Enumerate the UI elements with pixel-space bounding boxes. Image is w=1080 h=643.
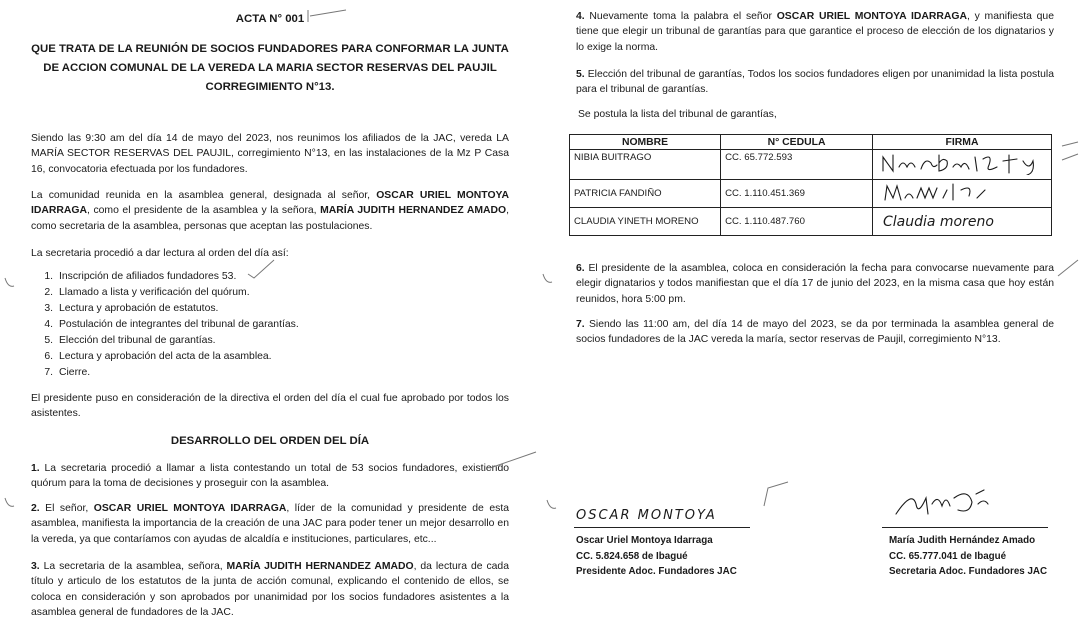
heading-line-2: DE ACCION COMUNAL DE LA VEREDA LA MARIA SECTOR RESERVAS DEL PAUJIL bbox=[43, 62, 497, 74]
secretary-signer-role: Secretaria Adoc. Fundadores JAC bbox=[889, 566, 1048, 577]
item-text-a: Nuevamente toma la palabra el señor bbox=[584, 11, 777, 22]
secretary-signer-name: María Judith Hernández Amado bbox=[889, 535, 1036, 546]
item-number: 7. bbox=[576, 319, 585, 330]
item-number: 1. bbox=[31, 463, 40, 474]
table-row bbox=[570, 150, 1052, 180]
item-number: 5. bbox=[44, 335, 53, 346]
cell-name: NIBIA BUITRAGO bbox=[570, 150, 721, 180]
table-row bbox=[570, 180, 1052, 208]
secretary-signature-line bbox=[882, 527, 1048, 528]
item-5-paragraph bbox=[576, 67, 1054, 98]
handwritten-signature-president: OSCAR MONTOYA bbox=[576, 508, 717, 523]
item-text: Siendo las 11:00 am, del día 14 de mayo del 2023, se da por terminada la asamblea general de socios fundadores de la JAC vereda la maría, sector reservas de Paujil, corregimiento N°13. bbox=[576, 319, 1054, 346]
column-header-cedula: N° CEDULA bbox=[721, 135, 873, 150]
item-text: Cierre. bbox=[59, 367, 91, 378]
item-text: Llamado a lista y verificación del quórum. bbox=[59, 287, 250, 298]
president-name: OSCAR URIEL MONTOYA IDARRAGA bbox=[31, 190, 510, 217]
item-text-b: , líder de la comunidad y presidente de esta asamblea, manifiesta la importancia de la creación de una JAC para poder tener un mejor desarrollo en la vereda, ya que contaríamos con ayudas de alcaldía e instituciones, particulares, etc... bbox=[31, 503, 509, 545]
secretary-name: MARÍA JUDITH HERNANDEZ AMADO bbox=[320, 205, 507, 217]
right-page bbox=[540, 0, 1080, 643]
item-number: 4. bbox=[576, 11, 585, 22]
cell-cedula: CC. 65.772.593 bbox=[721, 150, 873, 180]
acta-title bbox=[0, 10, 540, 29]
development-title: DESARROLLO DEL ORDEN DEL DÍA bbox=[170, 435, 370, 447]
table-row bbox=[570, 208, 1052, 236]
list-intro: Se postula la lista del tribunal de garantías, bbox=[578, 109, 777, 120]
president-signer-name: Oscar Uriel Montoya Idarraga bbox=[576, 535, 713, 546]
president-signature-area bbox=[574, 508, 754, 523]
list-item bbox=[31, 349, 491, 365]
pen-stroke-doodle bbox=[486, 446, 540, 472]
acta-number: ACTA N° 001 bbox=[235, 13, 305, 25]
binding-mark bbox=[2, 274, 16, 292]
item-text: La secretaria procedió a llamar a lista contestando un total de 53 socios fundadores, existiendo quórum para la toma de decisiones y proseguir con la asamblea. bbox=[31, 463, 509, 490]
secretary-signer-id: CC. 65.777.041 de Ibagué bbox=[889, 550, 1007, 562]
item-4-paragraph bbox=[576, 9, 1054, 55]
cell-cedula: CC. 1.110.487.760 bbox=[721, 208, 873, 236]
table-header-row bbox=[570, 135, 1052, 150]
heading-line-1: QUE TRATA DE LA REUNIÓN DE SOCIOS FUNDADORES PARA CONFORMAR LA JUNTA bbox=[31, 43, 509, 55]
president-signer-block bbox=[576, 533, 737, 580]
item-text-b: , da lectura de cada título y articulo de los estatutos de la junta de acción comunal, explicando el contenido de ellos, se coloca en consideración y son aprobados por unanimidad por los socios fundadores asistentes a la asamblea general de fundadores de la JAC. bbox=[31, 561, 509, 619]
approval-paragraph: El presidente puso en consideración de la directiva el orden del día el cual fue aprobado por todos los asistentes. bbox=[31, 393, 509, 420]
item-number: 2. bbox=[31, 503, 40, 514]
item-text: Inscripción de afiliados fundadores 53. bbox=[59, 271, 237, 282]
item-text-b: , y manifiesta que tiene que elegir un tribunal de garantías para que garantice el proceso de elección de los dignatarios y lo exige la norma. bbox=[576, 11, 1054, 53]
cell-name: CLAUDIA YINETH MORENO bbox=[570, 208, 721, 236]
president-signer-role: Presidente Adoc. Fundadores JAC bbox=[576, 566, 737, 577]
item-text-a: El señor, bbox=[39, 503, 94, 514]
item-number: 4. bbox=[44, 319, 53, 330]
handwritten-signature-nibia bbox=[877, 151, 1047, 175]
item-number: 1. bbox=[44, 271, 53, 282]
item-text: Lectura y aprobación de estatutos. bbox=[59, 303, 219, 314]
item-text: Lectura y aprobación del acta de la asamblea. bbox=[59, 351, 272, 362]
list-item bbox=[31, 365, 491, 381]
item-text: Elección del tribunal de garantías, Todos los socios fundadores eligen por unanimidad la lista postula para el tribunal de garantías. bbox=[576, 69, 1054, 96]
assembly-text-a: La comunidad reunida en la asamblea general, designada al señor, bbox=[31, 190, 377, 201]
list-item bbox=[31, 301, 491, 317]
president-name: OSCAR URIEL MONTOYA IDARRAGA bbox=[93, 503, 287, 514]
item-number: 5. bbox=[576, 69, 585, 80]
item-2-paragraph bbox=[31, 501, 509, 547]
president-signature-line bbox=[574, 527, 750, 528]
item-number: 3. bbox=[31, 561, 40, 572]
order-intro: La secretaria procedió a dar lectura al orden del día así: bbox=[31, 248, 289, 259]
cell-name: PATRICIA FANDIÑO bbox=[570, 180, 721, 208]
secretary-name: MARÍA JUDITH HERNANDEZ AMADO bbox=[226, 561, 414, 572]
assembly-text-b: , como el presidente de la asamblea y la señora, bbox=[87, 205, 321, 217]
pen-stroke-doodle bbox=[760, 480, 790, 510]
cell-signature bbox=[873, 180, 1052, 208]
secretary-signer-block bbox=[889, 533, 1047, 580]
list-item bbox=[31, 285, 491, 301]
intro-paragraph: Siendo las 9:30 am del día 14 de mayo del 2023, nos reunimos los afiliados de la JAC, vereda LA MARÍA SECTOR RESERVAS DEL PAUJIL, corregimiento N°13, en las instalaciones de la Mz P Casa 16, convocatoria efectuada por los fundadores. bbox=[31, 133, 509, 175]
item-number: 3. bbox=[44, 303, 53, 314]
president-name: OSCAR URIEL MONTOYA IDARRAGA bbox=[776, 11, 967, 22]
signature-claudia: Claudia moreno bbox=[883, 213, 994, 230]
column-header-signature: FIRMA bbox=[873, 135, 1052, 150]
heading-line-3: CORREGIMIENTO N°13. bbox=[205, 81, 335, 93]
item-text-a: La secretaria de la asamblea, señora, bbox=[39, 561, 227, 572]
pen-stroke-doodle bbox=[1056, 256, 1080, 280]
item-1-paragraph bbox=[31, 461, 509, 492]
assembly-paragraph bbox=[31, 188, 509, 234]
cell-signature bbox=[873, 150, 1052, 180]
tribunal-table bbox=[569, 134, 1052, 236]
item-number: 2. bbox=[44, 287, 53, 298]
cell-signature bbox=[873, 208, 1052, 236]
pen-stroke-doodle bbox=[1060, 140, 1080, 170]
item-text: Postulación de integrantes del tribunal de garantías. bbox=[59, 319, 299, 330]
column-header-name: NOMBRE bbox=[570, 135, 721, 150]
item-number: 7. bbox=[44, 367, 53, 378]
binding-mark bbox=[540, 270, 554, 290]
item-7-paragraph bbox=[576, 317, 1054, 348]
list-item bbox=[31, 333, 491, 349]
item-text: El presidente de la asamblea, coloca en consideración la fecha para convocarse nuevamente para elegir dignatarios y todos manifiestan que el día 17 de junio del 2023, en la misma casa que hoy están reunidos, hora 5:00 pm. bbox=[576, 263, 1054, 305]
check-mark-doodle bbox=[246, 258, 276, 280]
binding-mark bbox=[544, 496, 558, 516]
item-number: 6. bbox=[576, 263, 585, 274]
item-3-paragraph bbox=[31, 559, 509, 621]
handwritten-signature-patricia bbox=[877, 180, 1047, 204]
president-signer-id: CC. 5.824.658 de Ibagué bbox=[576, 550, 688, 562]
cell-cedula: CC. 1.110.451.369 bbox=[721, 180, 873, 208]
item-number: 6. bbox=[44, 351, 53, 362]
item-text: Elección del tribunal de garantías. bbox=[59, 335, 216, 346]
binding-mark bbox=[2, 494, 16, 512]
check-mark-doodle bbox=[300, 6, 350, 26]
assembly-text-c: , como secretaria de la asamblea, personas que aceptan las postulaciones. bbox=[31, 205, 509, 232]
list-item bbox=[31, 317, 491, 333]
item-6-paragraph bbox=[576, 261, 1054, 307]
handwritten-signature-secretary bbox=[892, 484, 1002, 524]
document-heading bbox=[20, 40, 520, 97]
order-of-day-list bbox=[31, 269, 491, 381]
